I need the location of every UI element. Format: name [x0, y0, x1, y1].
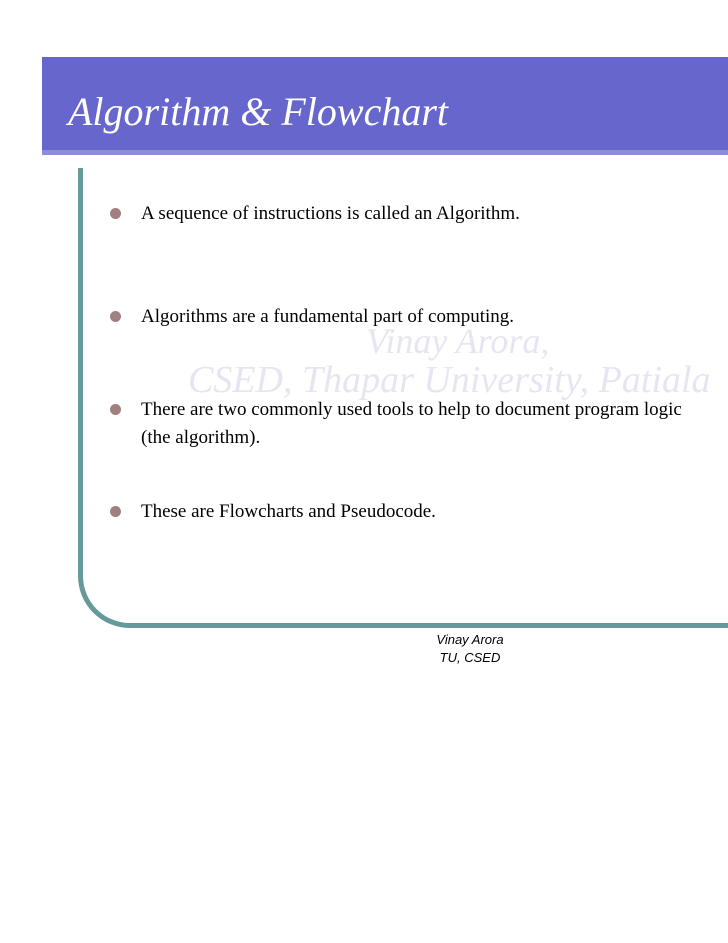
slide-footer	[392, 631, 548, 667]
bullet-text: These are Flowcharts and Pseudocode.	[141, 501, 436, 522]
bullet-item	[110, 498, 728, 526]
bullet-text: A sequence of instructions is called an Algorithm.	[141, 203, 520, 224]
slide-title: Algorithm & Flowchart	[68, 89, 448, 134]
bullet-item	[110, 200, 728, 228]
bullet-text: Algorithms are a fundamental part of computing.	[141, 306, 515, 327]
footer-affiliation: TU, CSED	[439, 650, 501, 665]
footer-author: Vinay Arora	[436, 632, 504, 647]
bullet-item	[110, 303, 728, 331]
bullet-dot-icon	[110, 404, 121, 415]
bullet-text-line-2: (the algorithm).	[141, 427, 261, 448]
watermark-line-2: CSED, Thapar University, Patiala	[188, 359, 711, 401]
bullet-dot-icon	[110, 311, 121, 322]
bullet-dot-icon	[110, 506, 121, 517]
bullet-item	[110, 396, 728, 452]
bullet-dot-icon	[110, 208, 121, 219]
bullet-text-line-1: There are two commonly used tools to help to document program logic	[141, 399, 682, 420]
watermark-line-1: Vinay Arora,	[366, 321, 550, 361]
